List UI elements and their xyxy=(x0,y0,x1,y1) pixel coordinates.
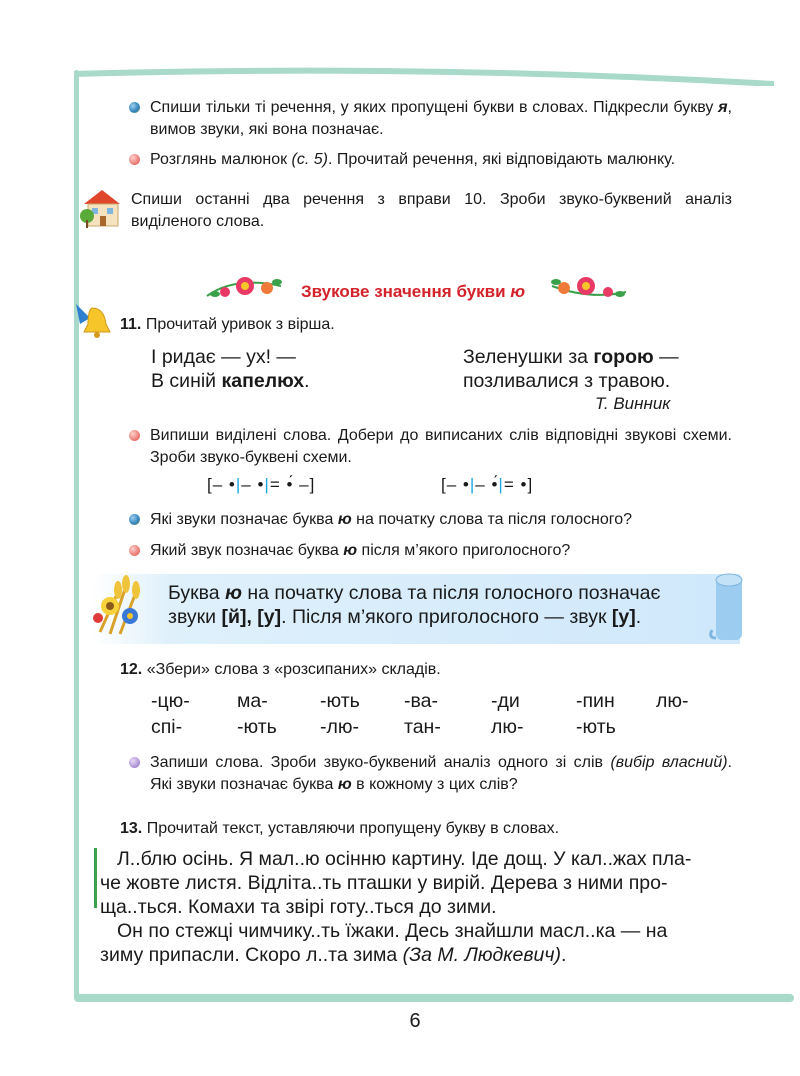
rule-text: Буква ю на початку слова та після голосного позначає звуки [й], [у]. Після м’якого приголосного — звук [у]. xyxy=(168,582,661,628)
task-write-words: Випиши виділені слова. Добери до виписаних слів відповідні звукові схеми. Зроби звуко-буквені схеми. xyxy=(150,427,732,466)
poem-right xyxy=(463,345,679,393)
question-sounds-start: Які звуки позначає буква ю на початку слова та після голосного? xyxy=(150,511,633,528)
text-line: ща..ться. Комахи та звірі готу..ться до зими. xyxy=(100,896,497,918)
text-line: че жовте листя. Відліта..ть пташки у вирій. Дерева з ними про- xyxy=(100,872,668,894)
syllable: -лю- xyxy=(320,716,359,738)
syllable: спі- xyxy=(151,716,183,738)
ex13-header: 13. Прочитай текст, уставляючи пропущену букву в словах. xyxy=(120,820,560,837)
section-title: Звукове значення букви ю xyxy=(300,282,526,301)
sound-scheme-1: [– •|– •|= •́ –] xyxy=(207,475,316,494)
poem-line: В синій капелюх. xyxy=(151,370,310,392)
homework-text: Спиши останні два речення з вправи 10. Зроби звуко-буквений аналіз виділеного слова. xyxy=(131,191,732,230)
wheat-bouquet-icon xyxy=(80,572,156,638)
syllable: -ва- xyxy=(404,690,438,712)
syllable: тан- xyxy=(404,716,441,738)
ex11-header: 11. Прочитай уривок з вірша. xyxy=(120,316,335,333)
bullet-blue xyxy=(129,514,140,525)
poem-line: І ридає — ух! — xyxy=(151,346,296,368)
text-line: зиму припасли. Скоро л..та зима (За М. Людкевич). xyxy=(100,944,567,966)
flower-ornament-right-icon xyxy=(550,272,628,304)
bullet-pink xyxy=(129,154,140,165)
paragraph-marker xyxy=(94,848,97,908)
syllable: -ють xyxy=(237,716,277,738)
text-line: Л..блю осінь. Я мал..ю осінню картину. Іде дощ. У кал..жах пла- xyxy=(117,848,692,870)
syllable: лю- xyxy=(656,690,689,712)
scroll-icon xyxy=(706,572,746,644)
page-number: 6 xyxy=(409,1010,421,1032)
bell-icon xyxy=(70,298,118,342)
bullet-pink xyxy=(129,430,140,441)
page-frame-top xyxy=(74,66,774,86)
bullet-blue xyxy=(129,102,140,113)
syllable: лю- xyxy=(491,716,524,738)
task-write-analyze: Запиши слова. Зроби звуко-буквений аналіз одного зі слів (вибір власний). Які звуки позначає буква ю в кожному з цих слів? xyxy=(150,754,732,793)
bullet-violet xyxy=(129,757,140,768)
syllable: -пин xyxy=(576,690,615,712)
sound-scheme-2: [– •|– •́|= •] xyxy=(441,475,534,494)
task-look-at-picture: Розглянь малюнок (с. 5). Прочитай речення, які відповідають малюнку. xyxy=(150,151,676,168)
ex12-header: 12. «Збери» слова з «розсипаних» складів. xyxy=(120,661,441,678)
poem-line: Зеленушки за горою — xyxy=(463,346,679,368)
page-frame-bottom xyxy=(74,994,794,1002)
house-icon xyxy=(80,186,124,230)
page-frame-left xyxy=(74,70,79,1000)
poem-author: Т. Винник xyxy=(595,394,671,413)
flower-ornament-left-icon xyxy=(205,272,283,304)
poem-left xyxy=(151,345,310,393)
task-copy-sentences: Спиши тільки ті речення, у яких пропущені букви в словах. Підкресли букву я, вимов звуки, які вона позначає. xyxy=(150,99,732,138)
syllable: ма- xyxy=(237,690,268,712)
syllable: -цю- xyxy=(151,690,190,712)
text-line: Он по стежці чимчику..ть їжаки. Десь знайшли масл..ка — на xyxy=(117,920,668,942)
syllable: -ди xyxy=(491,690,520,712)
poem-line: позливалися з травою. xyxy=(463,370,671,392)
bullet-pink xyxy=(129,545,140,556)
question-sound-soft: Який звук позначає буква ю після м’якого приголосного? xyxy=(150,542,571,559)
ex13-text xyxy=(100,847,740,967)
syllable: -ють xyxy=(320,690,360,712)
syllable: -ють xyxy=(576,716,616,738)
